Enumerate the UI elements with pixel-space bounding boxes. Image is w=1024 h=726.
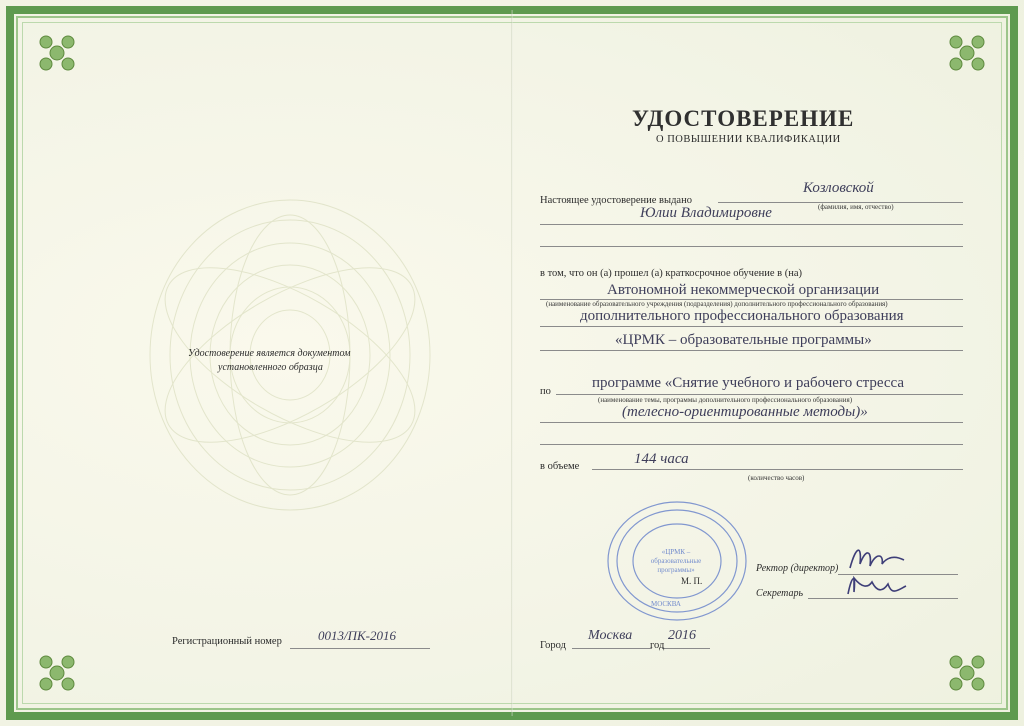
city-label: Город: [540, 640, 566, 651]
blank-line: [540, 246, 963, 247]
reg-number-value: 0013/ПК-2016: [318, 628, 396, 643]
program-prefix: по: [540, 386, 551, 397]
volume-label: в объеме: [540, 461, 580, 472]
volume-value: 144 часа: [634, 451, 689, 467]
reg-number-label: Регистрационный номер: [172, 636, 282, 647]
issued-label: Настоящее удостоверение выдано: [540, 195, 692, 206]
stamp-city: МОСКВА: [651, 600, 681, 608]
reg-number-line: [290, 648, 430, 649]
org-hint: (наименование образовательного учреждения (подразделения) дополнительного профессионального образования): [546, 300, 888, 308]
city-rule: [572, 648, 652, 649]
program-line-2: (телесно-ориентированные методы)»: [622, 404, 868, 420]
notice-line-1: Удостоверение является документом: [188, 348, 351, 359]
program-blank-rule: [540, 444, 963, 445]
program-hint: (наименование темы, программы дополнительного профессионального образования): [598, 396, 853, 404]
handwritten-signature-icon: [844, 568, 910, 602]
year-value: 2016: [668, 628, 696, 643]
ornament-corner-icon: [944, 30, 990, 76]
org-line-2-rule: [540, 326, 963, 327]
program-line-2-rule: [540, 422, 963, 423]
volume-hint: (количество часов): [748, 474, 805, 482]
ornament-corner-icon: [944, 650, 990, 696]
name-hint: (фамилия, имя, отчество): [818, 203, 894, 211]
rector-label: Ректор (директор): [756, 563, 839, 574]
notice-line-2: установленного образца: [218, 362, 323, 373]
org-line-1: Автономной некоммерческой организации: [607, 282, 880, 298]
org-line-3: «ЦРМК – образовательные программы»: [615, 332, 872, 348]
training-label: в том, что он (а) прошел (а) краткосрочное обучение в (на): [540, 268, 802, 279]
stamp-text: «ЦРМК – образовательные программы»: [650, 548, 702, 574]
ornament-corner-icon: [34, 30, 80, 76]
year-rule: [662, 648, 710, 649]
org-line-2: дополнительного профессионального образования: [580, 308, 904, 324]
secretary-label: Секретарь: [756, 588, 804, 599]
page-fold: [511, 10, 513, 716]
given-names-line: [540, 224, 963, 225]
certificate-subtitle: О ПОВЫШЕНИИ КВАЛИФИКАЦИИ: [656, 134, 841, 145]
year-label: год: [650, 640, 665, 651]
program-line-1-rule: [556, 394, 963, 395]
program-line-1: программе «Снятие учебного и рабочего стресса: [592, 375, 905, 391]
surname-value: Козловской: [803, 180, 874, 196]
given-names-value: Юлии Владимировне: [640, 205, 772, 221]
volume-rule: [592, 469, 963, 470]
certificate-title: УДОСТОВЕРЕНИЕ: [632, 106, 855, 131]
org-line-3-rule: [540, 350, 963, 351]
city-value: Москва: [588, 628, 633, 643]
mp-label: М. П.: [681, 576, 703, 586]
ornament-corner-icon: [34, 650, 80, 696]
